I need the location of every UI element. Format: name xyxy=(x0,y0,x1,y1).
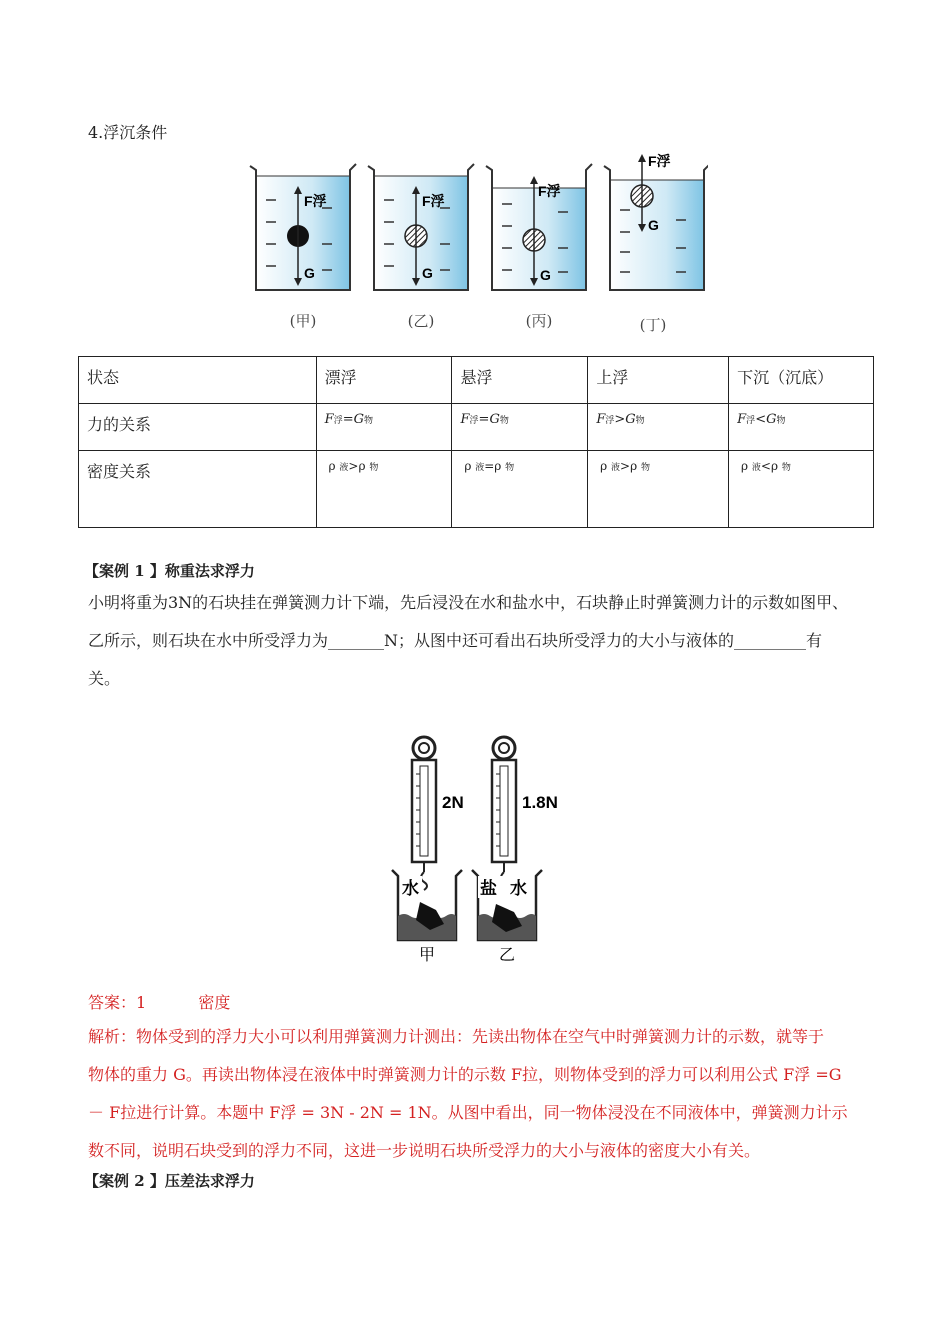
table-header: 下沉（沉底） xyxy=(729,357,874,404)
svg-text:F浮: F浮 xyxy=(304,193,327,209)
liquid-label-right-1: 盐 xyxy=(480,879,497,899)
svg-text:G: G xyxy=(304,265,315,281)
svg-text:F浮: F浮 xyxy=(538,183,561,199)
table-header-row xyxy=(79,357,874,404)
analysis-line: － F拉进行计算。本题中 F浮 = 3N - 2N = 1N。从图中看出，同一物体浸没在不同液体中，弹簧测力计示 xyxy=(88,1103,848,1122)
table-header: 漂浮 xyxy=(316,357,452,404)
density-relation-cell: ρ 液>ρ 物 xyxy=(588,451,729,528)
table-header: 状态 xyxy=(79,357,317,404)
beaker-c xyxy=(486,164,592,290)
scale-label-right: 乙 xyxy=(498,945,516,962)
force-relation-cell: F浮=G物 xyxy=(452,404,588,451)
analysis-line: 数不同，说明石块受到的浮力不同，这进一步说明石块所受浮力的大小与液体的密度大小有关。 xyxy=(88,1141,761,1160)
table-header: 上浮 xyxy=(588,357,729,404)
fig-label-b: (乙) xyxy=(407,312,435,330)
svg-text:G: G xyxy=(540,267,551,283)
table-header: 悬浮 xyxy=(452,357,588,404)
scale-label-left: 甲 xyxy=(418,945,436,962)
force-relation-cell: F浮>G物 xyxy=(588,404,729,451)
case1-line: 关。 xyxy=(88,669,121,688)
table-row xyxy=(79,451,874,528)
fig-label-a: (甲) xyxy=(289,312,317,330)
beaker-b xyxy=(368,164,474,290)
density-relation-cell: ρ 液=ρ 物 xyxy=(452,451,588,528)
row-label-density: 密度关系 xyxy=(79,451,317,528)
case2-heading: 【案例 2 】压差法求浮力 xyxy=(84,1172,255,1190)
analysis-line: 物体的重力 G。再读出物体浸在液体中时弹簧测力计的示数 F拉，则物体受到的浮力可以利用公式 F浮 =G xyxy=(88,1065,842,1084)
reading-right: 1.8N xyxy=(522,793,558,812)
fig-label-c: (丙) xyxy=(525,312,553,330)
table-row xyxy=(79,404,874,451)
fig-label-d: (丁) xyxy=(639,316,667,334)
answer-value: 答案：1 xyxy=(88,993,147,1012)
density-relation-cell: ρ 液<ρ 物 xyxy=(729,451,874,528)
force-relation-cell: F浮<G物 xyxy=(729,404,874,451)
reading-left: 2N xyxy=(442,793,464,812)
force-relation-cell: F浮=G物 xyxy=(316,404,452,451)
spring-scale-left xyxy=(392,737,464,962)
svg-text:F浮: F浮 xyxy=(648,153,671,169)
analysis-line: 解析：物体受到的浮力大小可以利用弹簧测力计测出：先读出物体在空气中时弹簧测力计的示数，就等于 xyxy=(88,1027,825,1046)
answer-line xyxy=(88,990,230,1013)
liquid-label-right-2: 水 xyxy=(510,879,527,899)
beaker-d xyxy=(604,153,708,290)
density-relation-cell: ρ 液>ρ 物 xyxy=(316,451,452,528)
svg-text:G: G xyxy=(648,217,659,233)
spring-scale-right xyxy=(472,737,558,962)
section-title: 4.浮沉条件 xyxy=(88,123,168,142)
case1-heading: 【案例 1 】称重法求浮力 xyxy=(84,562,255,580)
beaker-a xyxy=(250,164,356,290)
answer-value-2: 密度 xyxy=(198,993,231,1012)
case1-line: 乙所示，则石块在水中所受浮力为_______N；从图中还可看出石块所受浮力的大小与液体的_________有 xyxy=(88,631,823,650)
case1-question xyxy=(88,584,878,698)
spring-scale-figure xyxy=(382,734,572,962)
row-label-force: 力的关系 xyxy=(79,404,317,451)
buoyancy-conditions-table xyxy=(78,356,874,528)
svg-text:F浮: F浮 xyxy=(422,193,445,209)
liquid-label-left: 水 xyxy=(402,879,419,899)
svg-text:G: G xyxy=(422,265,433,281)
case1-line: 小明将重为3N的石块挂在弹簧测力计下端，先后浸没在水和盐水中，石块静止时弹簧测力计的示数如图甲、 xyxy=(88,593,849,612)
analysis-text xyxy=(88,1018,878,1170)
buoyancy-beakers-figure xyxy=(246,148,708,344)
